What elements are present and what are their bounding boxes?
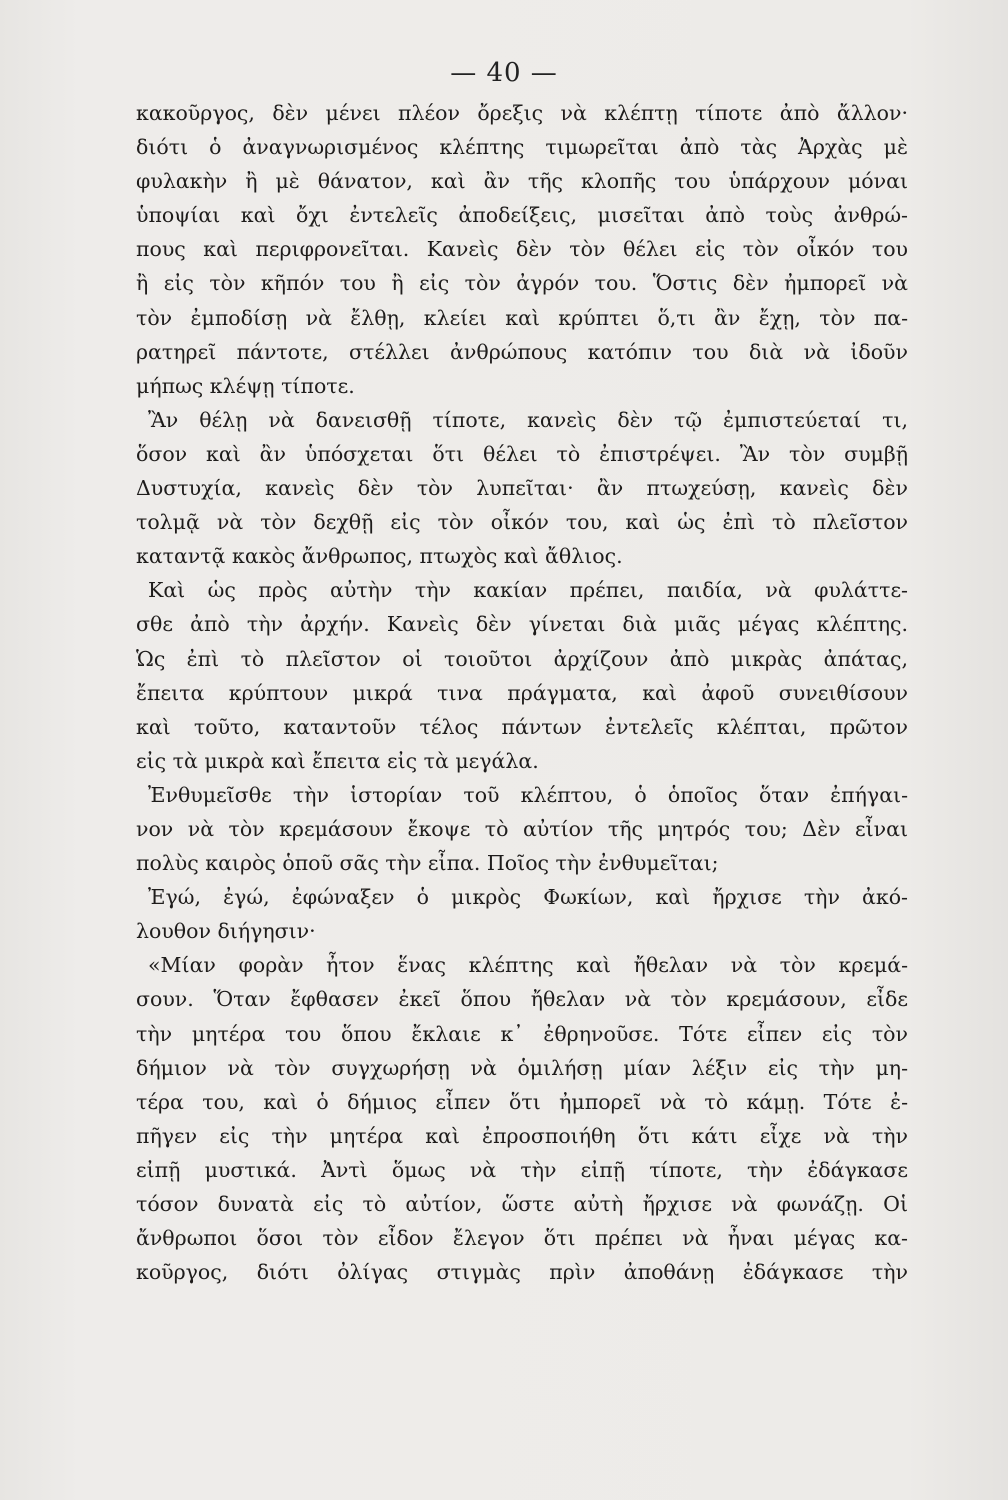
text-line: ἄνθρωποι ὅσοι τὸν εἶδον ἔλεγον ὅτι πρέπει νὰ ἦναι μέγας κα- <box>136 1226 908 1251</box>
text-line: δήμιον νὰ τὸν συγχωρήσῃ νὰ ὁμιλήσῃ μίαν λέξιν εἰς τὴν μη- <box>136 1055 908 1080</box>
text-line: «Μίαν φορὰν ἦτον ἕνας κλέπτης καὶ ἤθελαν νὰ τὸν κρεμά- <box>148 953 908 978</box>
text-line: διότι ὁ ἀναγνωρισμένος κλέπτης τιμωρεῖται ἀπὸ τὰς Ἀρχὰς μὲ <box>136 135 908 160</box>
text-line: καταντᾷ κακὸς ἄνθρωπος, πτωχὸς καὶ ἄθλιος. <box>136 544 623 569</box>
text-line: πολὺς καιρὸς ὁποῦ σᾶς τὴν εἶπα. Ποῖος τὴν ἐνθυμεῖται; <box>136 851 719 876</box>
text-line: τὴν μητέρα του ὅπου ἔκλαιε κ᾽ ἐθρηνοῦσε. Τότε εἶπεν εἰς τὸν <box>136 1021 908 1046</box>
text-line: πῆγεν εἰς τὴν μητέρα καὶ ἐπροσποιήθη ὅτι κάτι εἶχε νὰ τὴν <box>136 1123 908 1148</box>
text-line: τέρα του, καὶ ὁ δήμιος εἶπεν ὅτι ἠμπορεῖ νὰ τὸ κάμῃ. Τότε ἐ- <box>136 1089 908 1114</box>
text-line: σουν. Ὅταν ἔφθασεν ἐκεῖ ὅπου ἤθελαν νὰ τὸν κρεμάσουν, εἶδε <box>136 987 908 1012</box>
body-text <box>136 96 908 1289</box>
text-line: Καὶ ὡς πρὸς αὐτὴν τὴν κακίαν πρέπει, παιδία, νὰ φυλάττε- <box>148 578 908 603</box>
text-line: Ὡς ἐπὶ τὸ πλεῖστον οἱ τοιοῦτοι ἀρχίζουν ἀπὸ μικρὰς ἀπάτας, <box>136 646 908 671</box>
text-line: νον νὰ τὸν κρεμάσουν ἔκοψε τὸ αὐτίον τῆς μητρός του; Δὲν εἶναι <box>136 816 908 841</box>
text-line: τὸν ἐμποδίσῃ νὰ ἔλθῃ, κλείει καὶ κρύπτει ὅ,τι ἂν ἔχῃ, τὸν πα- <box>136 305 908 330</box>
text-line: κακοῦργος, δὲν μένει πλέον ὄρεξις νὰ κλέπτῃ τίποτε ἀπὸ ἄλλον· <box>136 101 908 125</box>
text-line: Δυστυχία, κανεὶς δὲν τὸν λυπεῖται· ἂν πτωχεύσῃ, κανεὶς δὲν <box>136 476 908 501</box>
text-line: ὅσον καὶ ἂν ὑπόσχεται ὅτι θέλει τὸ ἐπιστρέψει. Ἂν τὸν συμβῇ <box>136 441 908 466</box>
text-line: ἔπειτα κρύπτουν μικρά τινα πράγματα, καὶ ἀφοῦ συνειθίσουν <box>136 680 908 705</box>
text-line: κοῦργος, διότι ὀλίγας στιγμὰς πρὶν ἀποθάνῃ ἐδάγκασε τὴν <box>136 1260 908 1285</box>
text-line: μήπως κλέψῃ τίποτε. <box>136 373 355 398</box>
text-line: τολμᾷ νὰ τὸν δεχθῇ εἰς τὸν οἶκόν του, καὶ ὡς ἐπὶ τὸ πλεῖστον <box>136 510 908 535</box>
text-line: ὑποψίαι καὶ ὄχι ἐντελεῖς ἀποδείξεις, μισεῖται ἀπὸ τοὺς ἀνθρώ- <box>136 203 908 228</box>
page-number: — 40 — <box>450 58 558 88</box>
text-line: σθε ἀπὸ τὴν ἀρχήν. Κανεὶς δὲν γίνεται διὰ μιᾶς μέγας κλέπτης. <box>136 612 908 637</box>
text-line: εἰς τὰ μικρὰ καὶ ἔπειτα εἰς τὰ μεγάλα. <box>136 748 539 773</box>
text-line: εἰπῇ μυστικά. Ἀντὶ ὅμως νὰ τὴν εἰπῇ τίποτε, τὴν ἐδάγκασε <box>136 1157 908 1182</box>
text-line: φυλακὴν ἢ μὲ θάνατον, καὶ ἂν τῆς κλοπῆς του ὑπάρχουν μόναι <box>136 169 908 194</box>
text-line: ρατηρεῖ πάντοτε, στέλλει ἀνθρώπους κατόπιν του διὰ νὰ ἰδοῦν <box>136 339 908 364</box>
text-line: ἢ εἰς τὸν κῆπόν του ἢ εἰς τὸν ἀγρόν του. Ὅστις δὲν ἠμπορεῖ νὰ <box>136 271 908 296</box>
text-line: λουθον διήγησιν· <box>136 919 316 944</box>
text-line: Ἐγώ, ἐγώ, ἐφώναξεν ὁ μικρὸς Φωκίων, καὶ ἤρχισε τὴν ἀκό- <box>148 885 908 910</box>
text-line: Ἂν θέλῃ νὰ δανεισθῇ τίποτε, κανεὶς δὲν τῷ ἐμπιστεύεταί τι, <box>148 407 908 432</box>
text-line: καὶ τοῦτο, καταντοῦν τέλος πάντων ἐντελεῖς κλέπται, πρῶτον <box>136 714 908 739</box>
text-line: τόσον δυνατὰ εἰς τὸ αὐτίον, ὥστε αὐτὴ ἤρχισε νὰ φωνάζῃ. Οἱ <box>136 1192 908 1216</box>
text-line: Ἐνθυμεῖσθε τὴν ἱστορίαν τοῦ κλέπτου, ὁ ὁποῖος ὅταν ἐπήγαι- <box>148 782 908 807</box>
text-line: πους καὶ περιφρονεῖται. Κανεὶς δὲν τὸν θέλει εἰς τὸν οἶκόν του <box>136 237 908 262</box>
